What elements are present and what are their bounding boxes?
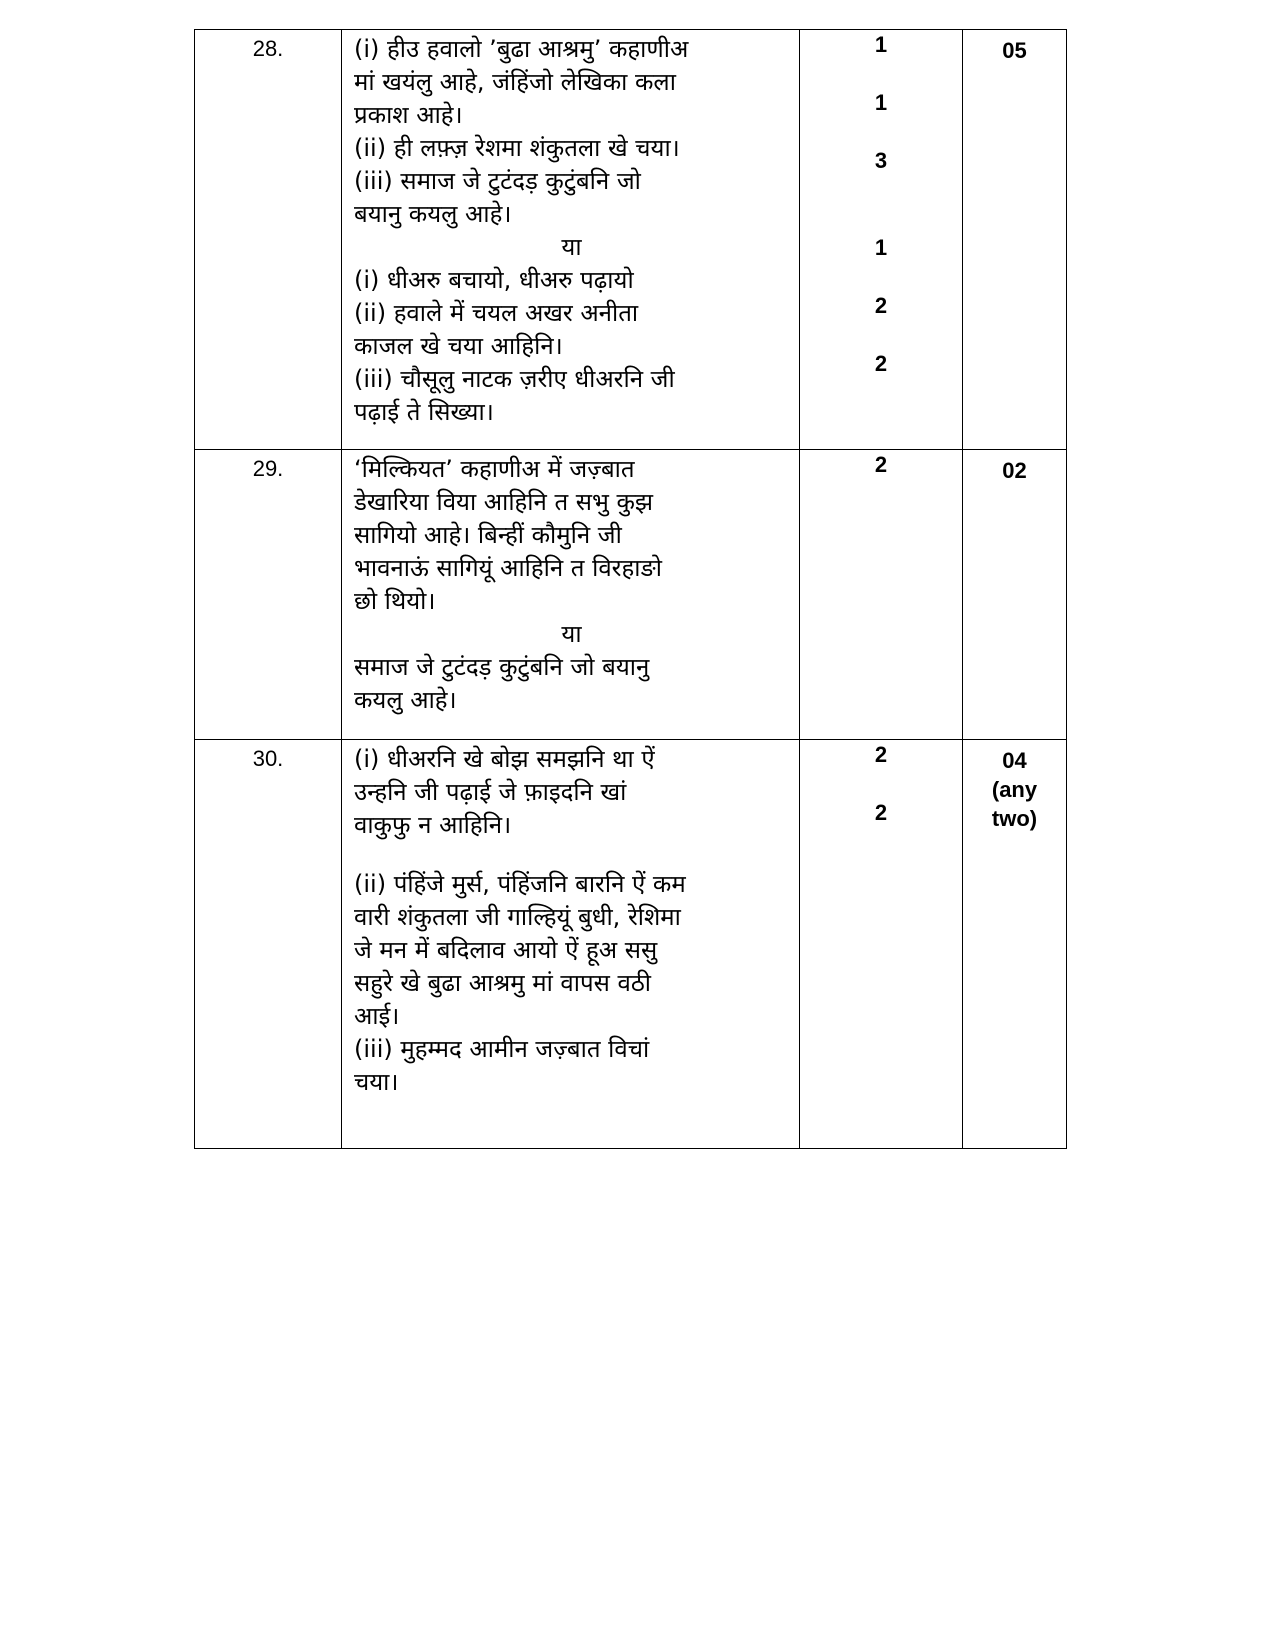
total-value: 02 — [1002, 458, 1027, 483]
table-row — [195, 740, 1067, 1149]
question-number: 29. — [195, 450, 342, 740]
mark-value: 2 — [874, 293, 888, 318]
answer-line: (ii) हवाले में चयल अखर अनीता — [354, 299, 639, 327]
answer-line: मां खयंलु आहे, जंहिंजो लेखिका कला — [354, 68, 676, 96]
answer-line: बयानु कयलु आहे। — [354, 200, 512, 228]
answer-line: (ii) पंहिंजे मुर्स, पंहिंजनि बारनि ऐं कम — [354, 870, 686, 898]
answer-line: (i) धीअरु बचायो, धीअरु पढ़ायो — [354, 266, 634, 294]
answer-cell — [342, 30, 800, 450]
answer-cell — [342, 450, 800, 740]
answer-line: डेखारिया विया आहिनि त सभु कुझ — [354, 488, 654, 516]
answer-line: वारी शंकुतला जी गाल्हियूं बुधी, रेशिमा — [354, 903, 681, 931]
answer-line: (iii) मुहम्मद आमीन जज़्बात विचां — [354, 1035, 650, 1063]
answer-line: पढ़ाई ते सिख्या। — [354, 398, 494, 426]
mark-value: 1 — [874, 235, 888, 260]
total-note: two) — [991, 806, 1038, 831]
marks-cell — [800, 450, 963, 740]
answer-line: सहुरे खे बुढा आश्रमु मां वापस वठी — [354, 969, 651, 997]
answer-line: उन्हनि जी पढ़ाई जे फ़ाइदनि खां — [354, 778, 627, 806]
answer-line: (i) धीअरनि खे बोझ समझनि था ऐं — [354, 745, 655, 773]
mark-value: 3 — [874, 148, 888, 173]
total-marks-cell — [963, 450, 1067, 740]
answer-line: चया। — [354, 1068, 399, 1096]
answer-line: सागियो आहे। बिन्हीं कौमुनि जी — [354, 521, 622, 549]
answer-cell — [342, 740, 800, 1149]
spacer — [354, 842, 789, 868]
mark-value: 2 — [874, 351, 888, 376]
or-separator: या — [561, 620, 582, 648]
answer-line: आई। — [354, 1002, 400, 1030]
answer-line: भावनाऊं सागियूं आहिनि त विरहाङो — [354, 554, 662, 582]
answer-line: (ii) ही लफ़्ज़ रेशमा शंकुतला खे चया। — [354, 134, 680, 162]
answer-line: (iii) चौसूलु नाटक ज़रीए धीअरनि जी — [354, 365, 675, 393]
answer-line: जे मन में बदिलाव आयो ऐं हूअ ससु — [354, 936, 658, 964]
marking-scheme-table — [194, 29, 1067, 1149]
answer-line: कयलु आहे। — [354, 686, 457, 714]
mark-value: 1 — [874, 32, 888, 57]
total-note: (any — [991, 777, 1038, 802]
total-value: 04 — [1002, 748, 1027, 773]
table-row — [195, 450, 1067, 740]
mark-value: 2 — [874, 800, 888, 825]
or-separator: या — [561, 233, 582, 261]
marks-cell — [800, 30, 963, 450]
total-value: 05 — [1002, 38, 1027, 63]
answer-line: काजल खे चया आहिनि। — [354, 332, 563, 360]
answer-line: प्रकाश आहे। — [354, 101, 463, 129]
answer-line: वाकुफु न आहिनि। — [354, 811, 512, 839]
mark-value: 2 — [874, 452, 888, 477]
answer-line: (i) हीउ हवालो ’बुढा आश्रमु’ कहाणीअ — [354, 35, 689, 63]
answer-line: छो थियो। — [354, 587, 436, 615]
total-marks-cell — [963, 30, 1067, 450]
answer-line: समाज जे टुटंदड़ कुटुंबनि जो बयानु — [354, 653, 650, 681]
total-marks-cell — [963, 740, 1067, 1149]
question-number: 30. — [195, 740, 342, 1149]
table-row — [195, 30, 1067, 450]
answer-line: ‘मिल्कियत’ कहाणीअ में जज़्बात — [354, 455, 635, 483]
mark-value: 2 — [874, 742, 888, 767]
mark-value: 1 — [874, 90, 888, 115]
question-number: 28. — [195, 30, 342, 450]
answer-line: (iii) समाज जे टुटंदड़ कुटुंबनि जो — [354, 167, 641, 195]
marks-cell — [800, 740, 963, 1149]
